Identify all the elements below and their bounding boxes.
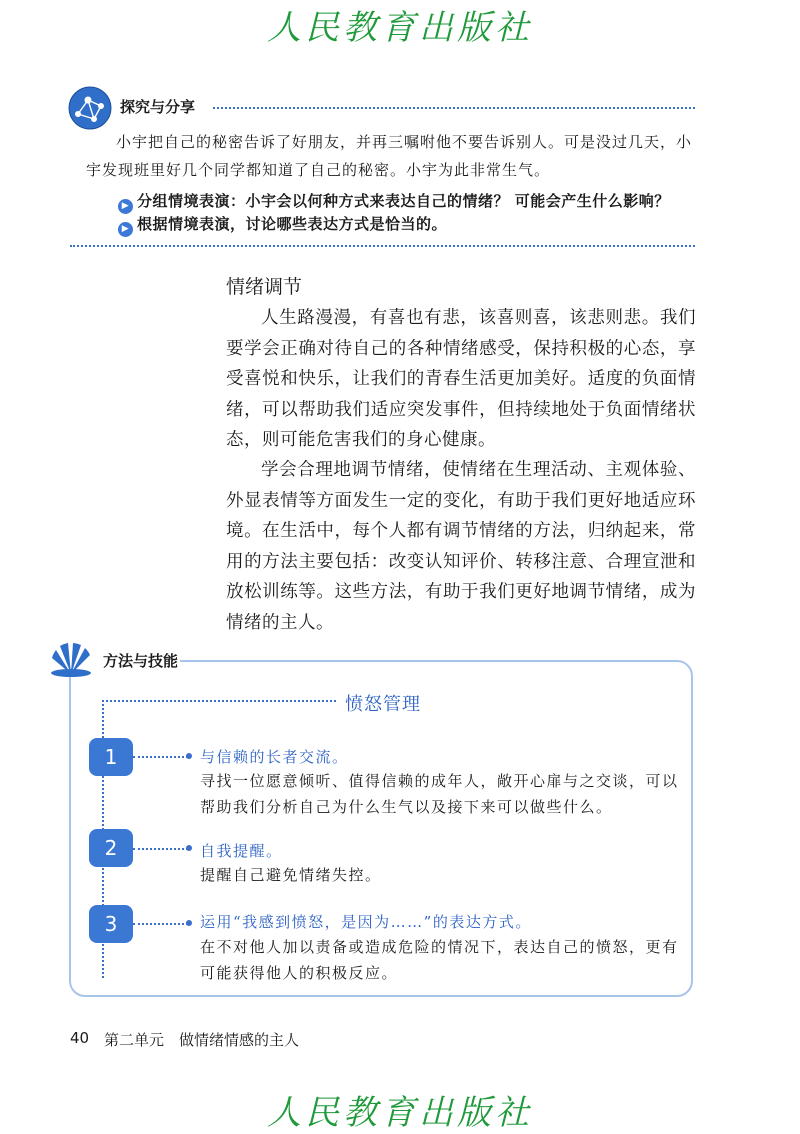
- step-connector-dot: [186, 845, 192, 851]
- arrow-right-icon: ▶: [118, 222, 133, 237]
- fan-icon: [48, 638, 94, 678]
- step-connector-dot: [186, 753, 192, 759]
- molecule-icon: [68, 86, 112, 130]
- body-paragraph: 人生路漫漫，有喜也有悲，该喜则喜，该悲则悲。我们要学会正确对待自己的各种情绪感受，保持积极的心态，享受喜悦和快乐，让我们的青春生活更加美好。适度的负面情绪，可以帮助我们适应突发事件，但持续地处于负面情绪状态，则可能危害我们的身心健康。: [226, 308, 696, 450]
- method-title: 方法与技能: [103, 652, 179, 670]
- body-paragraph: 学会合理地调节情绪，使情绪在生理活动、主观体验、外显表情等方面发生一定的变化，有助于我们更好地适应环境。在生活中，每个人都有调节情绪的方法，归纳起来，常用的方法主要包括：改变认知评价、转移注意、合理宣泄和放松训练等。这些方法，有助于我们更好地调节情绪，成为情绪的主人。: [226, 460, 696, 633]
- step-connector: [133, 756, 188, 758]
- unit-title: 第二单元 做情绪情感的主人: [104, 1031, 300, 1049]
- page-number: 40: [70, 1029, 90, 1047]
- task-item: [118, 190, 670, 214]
- step-number: 1: [89, 738, 133, 776]
- step-desc: 在不对他人加以责备或造成危险的情况下，表达自己的愤怒，更有可能获得他人的积极反应。: [200, 938, 679, 982]
- step-title: 自我提醒。: [200, 842, 283, 860]
- arrow-right-icon: ▶: [118, 199, 133, 214]
- section-heading: 情绪调节: [226, 276, 303, 298]
- task-text: 分组情境表演：小宇会以何种方式来表达自己的情绪？ 可能会产生什么影响？: [137, 192, 670, 210]
- step-title: 与信赖的长者交流。: [200, 748, 349, 766]
- step-desc: 提醒自己避免情绪失控。: [200, 866, 382, 884]
- divider-dotted: [213, 107, 695, 109]
- step-desc: 寻找一位愿意倾听、值得信赖的成年人，敞开心扉与之交谈，可以帮助我们分析自己为什么生气以及接下来可以做些什么。: [200, 772, 679, 816]
- box-title: 愤怒管理: [345, 694, 421, 715]
- step-title: 运用“我感到愤怒，是因为……”的表达方式。: [200, 913, 532, 931]
- step-number: 2: [89, 829, 133, 867]
- task-item: [118, 213, 447, 237]
- step-connector-dot: [186, 920, 192, 926]
- explore-text: 小宇把自己的秘密告诉了好朋友，并再三嘱咐他不要告诉别人。可是没过几天，小宇发现班里好几个同学都知道了自己的秘密。小宇为此非常生气。: [86, 133, 693, 179]
- timeline-head-line: [102, 700, 336, 702]
- publisher-watermark-top: 人民教育出版社: [267, 8, 533, 48]
- explore-title: 探究与分享: [120, 98, 196, 116]
- divider-dotted: [70, 245, 695, 247]
- task-text: 根据情境表演，讨论哪些表达方式是恰当的。: [137, 215, 448, 233]
- step-connector: [133, 848, 188, 850]
- publisher-watermark-bottom: 人民教育出版社: [267, 1093, 533, 1133]
- step-connector: [133, 923, 188, 925]
- step-number: 3: [89, 905, 133, 943]
